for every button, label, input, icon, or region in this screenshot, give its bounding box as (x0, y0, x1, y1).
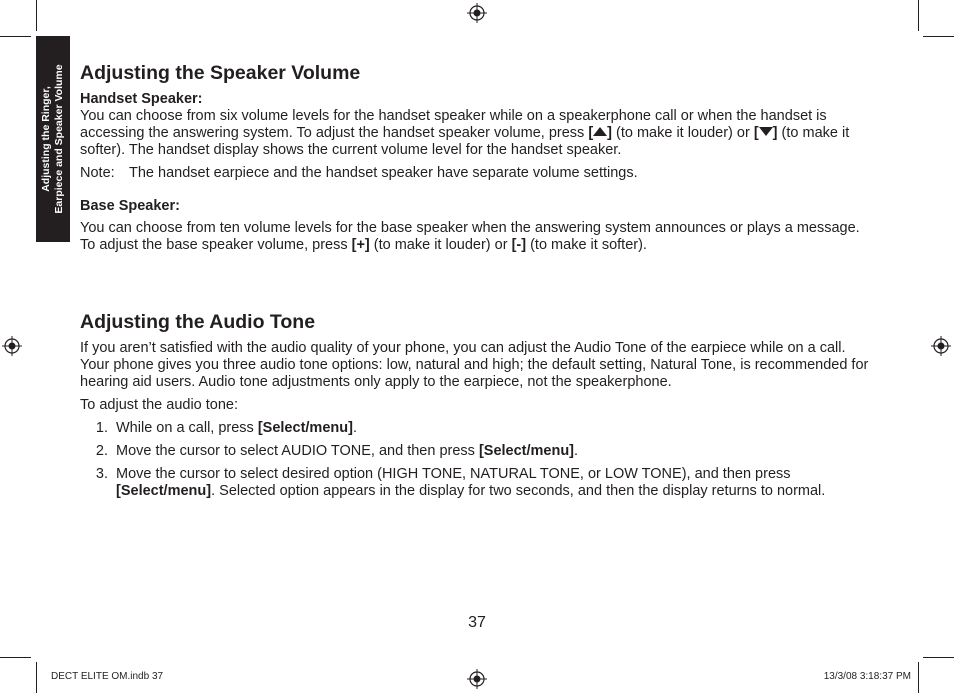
audio-tone-lead: To adjust the audio tone: (80, 397, 239, 413)
page-number: 37 (468, 614, 486, 631)
handset-speaker-subheading: Handset Speaker: (80, 91, 203, 107)
base-text: (to make it louder) or (369, 237, 512, 253)
crop-mark (918, 0, 919, 31)
down-arrow-icon (759, 127, 773, 136)
step-text: Move the cursor to select AUDIO TONE, and then press [Select/menu]. (116, 443, 579, 459)
select-menu-key: [Select/menu] (257, 420, 353, 436)
audio-tone-steps (80, 420, 870, 500)
handset-speaker-paragraph (80, 108, 870, 159)
note (80, 165, 870, 182)
plus-key: [+] (351, 237, 370, 253)
note-label: Note: (80, 165, 115, 181)
step-text: While on a call, press [Select/menu]. (116, 420, 357, 436)
crop-mark (0, 657, 31, 658)
crop-mark (36, 662, 37, 693)
footer-date-slug: 13/3/08 3:18:37 PM (823, 671, 911, 682)
list-item (80, 466, 870, 500)
page-content (80, 62, 870, 506)
down-key: [ ] (753, 125, 778, 141)
select-menu-key: [Select/menu] (116, 483, 212, 499)
step-number: 2. (95, 443, 108, 459)
section-side-tab (36, 36, 70, 242)
up-arrow-icon (593, 127, 607, 136)
step-number: 1. (95, 420, 108, 436)
list-item (80, 420, 870, 437)
speaker-volume-heading: Adjusting the Speaker Volume (80, 62, 361, 84)
step-text: Move the cursor to select desired option (HIGH TONE, NATURAL TONE, or LOW TONE), and then press [Select/menu]. Selected option appears in the display for two seconds, and then the display returns to normal. (116, 466, 826, 499)
audio-tone-heading: Adjusting the Audio Tone (80, 311, 316, 333)
handset-text: (to make it softer). The handset display shows the current volume level for the handset speaker. (80, 125, 850, 158)
list-item (80, 443, 870, 460)
side-tab-line: Earpiece and Speaker Volume (53, 64, 65, 214)
minus-key: [-] (511, 237, 527, 253)
registration-mark-icon (467, 669, 487, 689)
base-text: (to make it softer). (526, 237, 647, 253)
crop-mark (923, 36, 954, 37)
handset-text: You can choose from six volume levels for the handset speaker while on a speakerphone call or when the handset is accessing the answering system. To adjust the handset speaker volume, press (80, 108, 827, 141)
handset-text: (to make it louder) or (612, 125, 754, 141)
crop-mark (923, 657, 954, 658)
side-tab-label (40, 39, 66, 239)
audio-tone-intro: If you aren’t satisfied with the audio quality of your phone, you can adjust the Audio Tone of the earpiece while on a call. Your phone gives you three audio tone options: low, natural and high; the default setting, Natural Tone, is recommended for hearing aid users. Audio tone adjustments only apply to the earpiece, not the speakerphone. (80, 340, 869, 390)
crop-mark (0, 36, 31, 37)
side-tab-line: Adjusting the Ringer, (40, 86, 52, 192)
step-number: 3. (95, 466, 108, 482)
base-speaker-subheading: Base Speaker: (80, 198, 180, 214)
up-key: [ ] (588, 125, 612, 141)
select-menu-key: [Select/menu] (478, 443, 575, 459)
registration-mark-icon (2, 336, 22, 356)
crop-mark (36, 0, 37, 31)
note-text: The handset earpiece and the handset speaker have separate volume settings. (129, 165, 638, 181)
registration-mark-icon (931, 336, 951, 356)
base-speaker-paragraph (80, 220, 870, 254)
crop-mark (918, 662, 919, 693)
footer-file-slug: DECT ELITE OM.indb 37 (51, 671, 164, 682)
base-text: You can choose from ten volume levels for the base speaker when the answering system announces or plays a message. To adjust the base speaker volume, press (80, 220, 860, 253)
registration-mark-icon (467, 3, 487, 23)
